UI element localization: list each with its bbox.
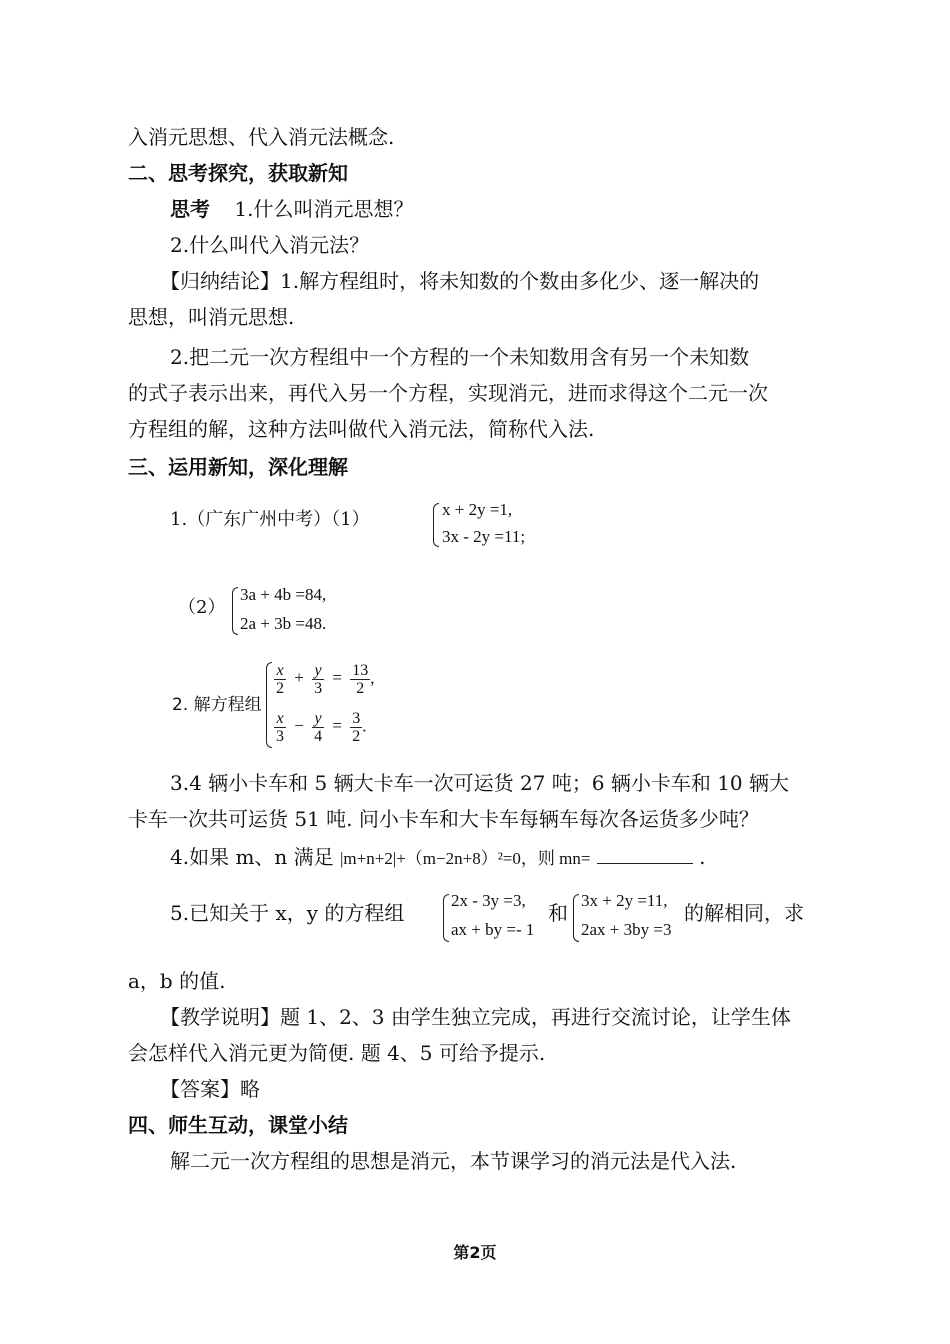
question-5-suffix: 的解相同，求 <box>684 901 804 925</box>
equation-line: $\frac{x}{2}$ + $\frac{y}{3}$ = $\frac{13}{2}$ , <box>276 662 375 697</box>
equation-line: $\frac{x}{3}$ − $\frac{y}{4}$ = $\frac{3}{2}$ . <box>276 710 367 745</box>
question-5-tail: a，b 的值. <box>128 969 226 993</box>
fraction: $\frac{x}{2}$ <box>276 662 284 697</box>
question-4: 4.如果 m、n 满足 |m+n+2|+（m−2n+8）²=0，则 mn= . <box>170 845 706 869</box>
fraction: $\frac{y}{3}$ <box>314 662 323 697</box>
teaching-note-a: 【教学说明】题 1、2、3 由学生独立完成，再进行交流讨论，让学生体 <box>160 1005 791 1029</box>
equation-line: 2a + 3b =48. <box>240 614 327 633</box>
conclusion-1a: 【归纳结论】1.解方程组时，将未知数的个数由多化少、逐一解决的 <box>160 269 760 293</box>
question-5-and: 和 <box>548 901 568 925</box>
section-heading-3: 三、运用新知，深化理解 <box>128 455 348 479</box>
equation-brace <box>266 662 272 748</box>
question-1-label: 1.（广东广州中考）（1） <box>170 509 370 530</box>
equation-line: 3x - 2y =11; <box>442 527 526 546</box>
think-question-1: 1.什么叫消元思想？ <box>234 197 414 221</box>
answer-blank <box>597 845 693 864</box>
fraction: $\frac{x}{3}$ <box>276 710 284 745</box>
question-5-prefix: 5.已知关于 x，y 的方程组 <box>170 901 405 925</box>
answer-line: 【答案】略 <box>160 1077 260 1101</box>
think-row <box>170 194 413 224</box>
fraction: $\frac{3}{2}$ <box>352 710 361 745</box>
equation-line: ax + by =- 1 <box>451 920 535 939</box>
equation-brace <box>433 503 439 547</box>
section-heading-2: 二、思考探究，获取新知 <box>128 161 348 185</box>
conclusion-1b: 思想，叫消元思想. <box>128 305 295 329</box>
text-line: 入消元思想、代入消元法概念. <box>128 125 395 149</box>
teaching-note-b: 会怎样代入消元更为简便. 题 4、5 可给予提示. <box>128 1041 546 1065</box>
equation-brace <box>232 587 238 635</box>
fraction: $\frac{y}{4}$ <box>314 710 323 745</box>
question-3a: 3.4 辆小卡车和 5 辆大卡车一次可运货 27 吨；6 辆小卡车和 10 辆大 <box>170 771 790 795</box>
equation-line: x + 2y =1, <box>442 500 513 519</box>
conclusion-2b: 的式子表示出来，再代入另一个方程，实现消元，进而求得这个二元一次 <box>128 381 768 405</box>
equation-brace <box>443 894 449 942</box>
equation-brace <box>573 894 579 942</box>
conclusion-2c: 方程组的解，这种方法叫做代入消元法，简称代入法. <box>128 417 595 441</box>
summary-line: 解二元一次方程组的思想是消元，本节课学习的消元法是代入法. <box>170 1149 737 1173</box>
equation-line: 3a + 4b =84, <box>240 585 327 604</box>
conclusion-2a: 2.把二元一次方程组中一个方程的一个未知数用含有另一个未知数 <box>170 345 750 369</box>
page-number: 第2页 <box>453 1243 497 1262</box>
equation-line: 2x - 3y =3, <box>451 891 526 910</box>
math-expression: |m+n+2|+（m−2n+8）²=0，则 mn= <box>340 849 591 868</box>
question-1b-label: （2） <box>178 597 226 618</box>
equation-line: 2ax + 3by =3 <box>581 920 672 939</box>
think-label: 思考 <box>170 197 210 221</box>
fraction: $\frac{13}{2}$ <box>352 662 369 697</box>
question-2-label: 2. 解方程组 <box>172 695 262 715</box>
think-question-2: 2.什么叫代入消元法？ <box>170 233 370 257</box>
section-heading-4: 四、师生互动，课堂小结 <box>128 1113 348 1137</box>
equation-line: 3x + 2y =11, <box>581 891 668 910</box>
question-3b: 卡车一次共可运货 51 吨. 问小卡车和大卡车每辆车每次各运货多少吨？ <box>128 807 759 831</box>
